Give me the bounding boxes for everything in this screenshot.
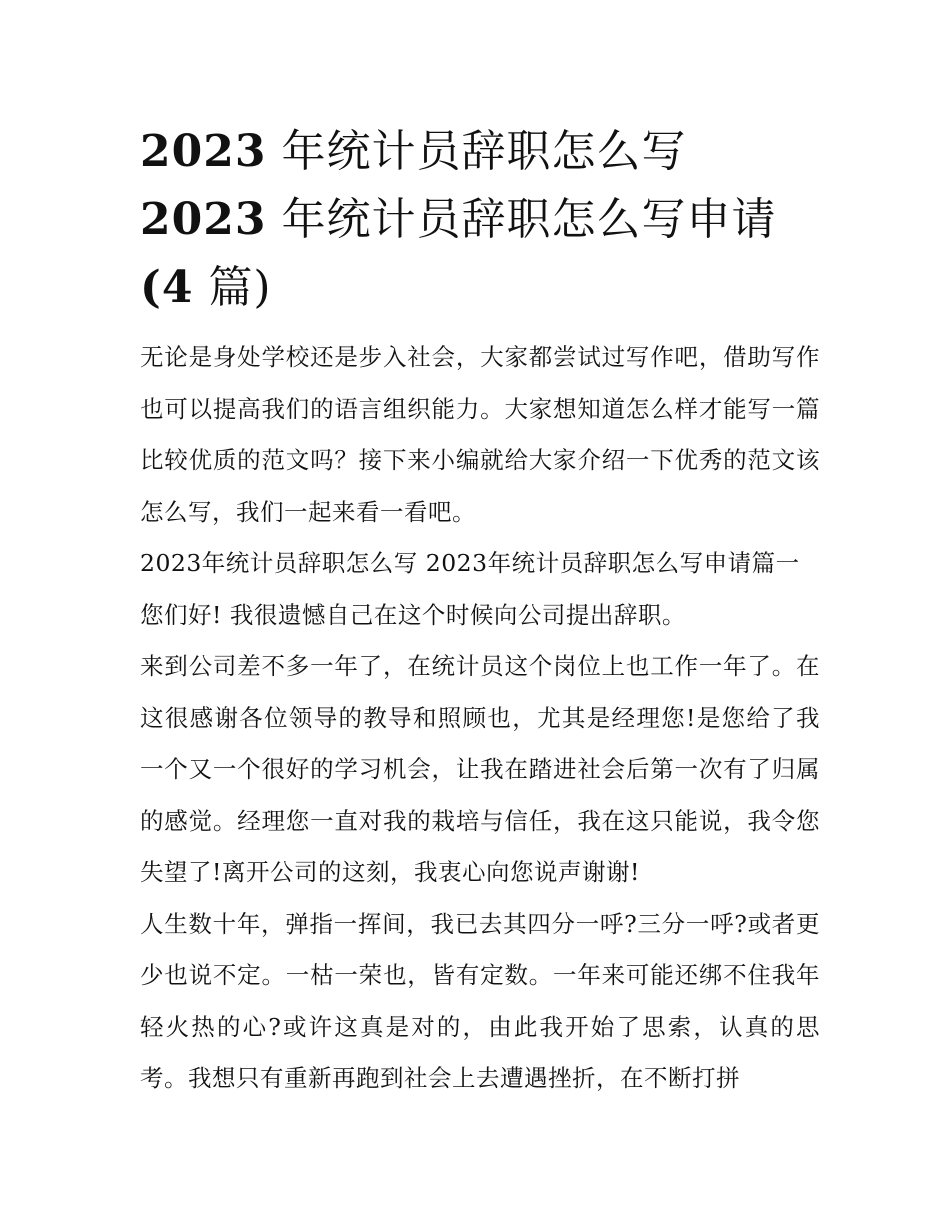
greeting-paragraph: 您们好! 我很遗憾自己在这个时候向公司提出辞职。 <box>140 600 686 629</box>
section-heading: 2023年统计员辞职怎么写 2023年统计员辞职怎么写申请篇一 <box>140 549 800 577</box>
intro-paragraph: 无论是身处学校还是步入社会，大家都尝试过写作吧，借助写作也可以提高我们的语言组织能力。大家想知道怎么样才能写一篇比较优质的范文吗？接下来小编就给大家介绍一下优秀的范文该怎么写，我们一起来看一看吧。 <box>140 343 820 526</box>
title-year: 2023 <box>140 194 267 245</box>
document-title <box>140 118 820 322</box>
body-paragraph: 人生数十年，弹指一挥间，我已去其四分一呼?三分一呼?或者更少也说不定。一枯一荣也，皆有定数。一年来可能还绑不住我年轻火热的心?或许这真是对的，由此我开始了思索，认真的思考。我想只有重新再跑到社会上去遭遇挫折，在不断打拼 <box>140 909 820 1092</box>
title-text: 年统计员辞职怎么写申请 <box>281 194 777 245</box>
title-year: 2023 <box>140 126 267 177</box>
title-text: 篇) <box>208 262 272 313</box>
title-line-1 <box>140 118 820 186</box>
body-paragraph: 来到公司差不多一年了，在统计员这个岗位上也工作一年了。在这很感谢各位领导的教导和照顾也，尤其是经理您!是您给了我一个又一个很好的学习机会，让我在踏进社会后第一次有了归属的感觉。经理您一直对我的栽培与信任，我在这只能说，我令您失望了!离开公司的这刻，我衷心向您说声谢谢! <box>140 652 820 886</box>
title-count: (4 <box>140 262 194 313</box>
title-line-2 <box>140 186 820 254</box>
document-page <box>140 118 820 1105</box>
title-text: 年统计员辞职怎么写 <box>281 126 687 177</box>
title-line-3 <box>140 254 820 322</box>
